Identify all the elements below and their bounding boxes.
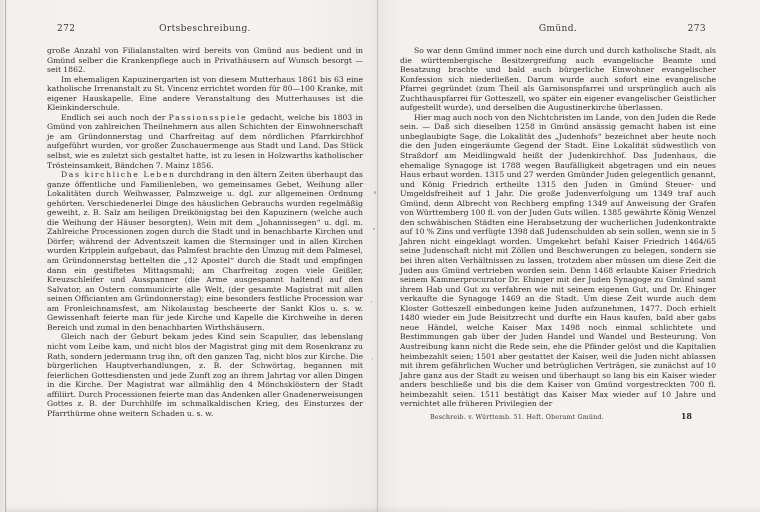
page-number-right: 273 <box>687 24 706 34</box>
spaced-emphasis: Passionsspiele <box>168 112 248 122</box>
running-header-right: Gmünd. <box>538 24 578 34</box>
left-textblock <box>47 24 363 418</box>
running-header-left: Ortsbeschreibung. <box>159 24 251 34</box>
right-page-body <box>400 46 716 409</box>
paragraph <box>47 75 363 113</box>
left-page-body <box>47 46 363 418</box>
scan-speck <box>372 358 373 360</box>
page-number-left: 272 <box>57 24 76 34</box>
scan-speck <box>373 228 375 230</box>
sheet-number: 18 <box>680 410 692 421</box>
right-page <box>378 0 760 512</box>
paragraph <box>400 113 716 409</box>
text-run: So war denn Gmünd immer noch eine durch und durch katholische Stadt, als die württembergische Besitzergreifung auch evangelische Beamte und Besatzung brachte und bald auch bürgerliche Einwohner evangelischer Konfession sich niederließen. Darum wurde auch sofort eine evangelische Pfarrei gegründet (zum Theil als Garnisonspfarrei und ursprünglich auch als Zuchthauspfarrei für Gotteszell, wo später ein eigener evangelischer Geistlicher aufgestellt wurde), und derselben die Augustinerkirche überlassen. <box>400 46 716 113</box>
text-run: gedacht, welche bis 1803 in Gmünd von zahlreichen Theilnehmern aus allen Schichten der Einwohnerschaft je am Gründonnerstag und Charfreitag auf dem nördlichen Pfarrkirchhof aufgeführt wurden, vor großer Zuschauermenge aus Stadt und Land. Das Stück selbst, wie es zuletzt sich gestaltet hatte, ist zu lesen in Holzwarths katholischer Trösteinsamkeit, Bändchen 7. Mainz 1856. <box>47 112 363 170</box>
paragraph <box>47 113 363 170</box>
text-run: große Anzahl von Filialanstalten wird bereits von Gmünd aus bedient und in Gmünd selber die Krankenpflege auch in Privathäusern auf Wunsch besorgt — seit 1862. <box>47 46 363 75</box>
text-run: durchdrang in den ältern Zeiten überhaupt das ganze öffentliche und Familienleben, wo gemeinsames Gebet, Weihung aller Lokalitäten durch Weihwasser, Palmzweige u. dgl. zur allgemeinen Ordnung gehörten. Verschiedenerlei Dinge des häuslichen Gebrauchs wurden regelmäßig geweiht, z. B. Salz am heiligen Dreikönigstag bei den Kapuzinern (welche auch die Weihung der Häuser besorgten), Wein mit dem „Johannissegen“ u. dgl. m. Zahlreiche Processionen zogen durch die Stadt und in benachbarte Kirchen und Dörfer; während der Adventszeit kamen die Sternsinger und in allen Kirchen wurden Kripplein aufgebaut, das Palmfest brachte den Umzug mit dem Palmesel, am Gründonnerstag bettelten die „12 Apostel“ durch die Stadt und empfingen dann ein gestiftetes Mittagsmahl; am Charfreitag zogen viele Geißler, Kreuzschleifer und Ausspanner (die Arme ausgespannt haltend) auf den Salvator, an Ostern communicirte alle Welt, (der gesamte Magistrat mit allen seinen Officianten am Gründonnerstag); eine besonders festliche Procession war am Fronleichnamsfest, am Nikolaustag bescheerte der Sankt Klos u. s. w. Gewissenhaft feierte man für jede Kirche und Kapelle die Kirchweihe in deren Bereich und zumal in den benachbarten Wirthshäusern. <box>47 170 363 332</box>
left-page <box>6 0 378 512</box>
left-running-head <box>47 24 363 37</box>
printer-signature-row <box>400 411 716 421</box>
right-running-head <box>400 24 716 37</box>
scan-speck <box>374 191 376 194</box>
text-run: Gleich nach der Geburt bekam jedes Kind sein Scapulier, das lebenslang nicht vom Leibe kam, und nicht blos der Magistrat ging mit dem Rosenkranz zu Rath, sondern jedermann trug ihn, oft den ganzen Tag, nicht blos zur Kirche. Die bürgerlichen Hauptverhandlungen, z. B. der Schwörtag, begannen mit feierlichen Gottesdiensten und jede Zunft zog an ihrem Jahrtag vor allen Dingen in die Kirche. Der Magistrat war allmählig den 4 Mönchsklöstern der Stadt affiliirt. Durch Processionen feierte man das Andenken aller Gnadenerweisungen Gottes z. B. der Durchhilfe im schmalkaldischen Krieg, des Einsturzes der Pfarrthürme ohne weitern Schaden u. s. w. <box>47 332 363 418</box>
text-run: Im ehemaligen Kapuzinergarten ist von diesem Mutterhaus 1861 bis 63 eine katholische Irrenanstalt zu St. Vincenz errichtet worden für 80—100 Kranke, mit eigener Hauskapelle. Eine andere Veranstaltung des Mutterhauses ist die Kleinkinderschule. <box>47 74 363 113</box>
paragraph <box>47 46 363 75</box>
printer-signature: Beschreib. v. Württemb. 51. Heft. Oberamt Gmünd. <box>430 413 604 421</box>
text-run: Hier mag auch noch von den Nichtchristen im Lande, von den Juden die Rede sein. — Daß sich dieselben 1258 in Gmünd ansässig gemacht haben ist eine unbeglaubigte Sage, die Lokalität des „Judenhofs“ bezeichnet aber heute noch die den Juden eingeräumte Gegend der Stadt. Eine Lokalität südwestlich von Straßdorf am Meidlingwald heißt der Judenkirchhof. Das Judenhaus, die ehemalige Synagoge ist 1788 wegen Baufälligkeit abgetragen und ein neues Haus erbaut worden. 1315 und 27 werden Gmünder Juden gelegentlich genannt, und König Friedrich ertheilte 1315 den Juden in Gmünd Steuer- und Umgeldsfreiheit auf 1 Jahr. Die große Judenverfolgung um 1349 traf auch Gmünd, denn Albrecht von Rechberg empfing 1349 auf Anweisung der Grafen von Württemberg 100 fl. von der Juden Guts willen. 1385 gewährte König Wenzel den schwäbischen Städten eine Herabsetzung der wucherlichen Judenkontrakte auf 10 % Zins und verfügte 1398 daß Judenschulden ab sein sollen, wenn sie in 5 Jahren nicht eingeklagt worden. Umgekehrt befahl Kaiser Friedrich 1464/65 seine Judenschaft nicht mit Zöllen und Beschwerungen zu belegen, sondern sie bei ihren alten Verhältnissen zu lassen, trotzdem aber müssen um diese Zeit die Juden aus Gmünd vertrieben worden sein. Denn 1468 erlaubte Kaiser Friedrich seinem Kammerprocurator Dr. Ehinger mit der Juden Synagoge zu Gmünd samt ihrem Hab und Gut zu verfahren wie mit seinem eigenen Gut, und Dr. Ehinger verkaufte die Synagoge 1469 an die Stadt. Um diese Zeit wurde auch dem Kloster Gotteszell einbedungen keine Juden aufzunehmen, 1477. Doch erhielt 1480 wieder ein Jude Beisitzrecht und durfte ein Haus kaufen, bald aber gabs neue Händel, welche Kaiser Max 1498 noch einmal schlichtete und Bestimmungen gab über der Juden Handel und Wandel und Besteurung. Von Austreibung kann nicht die Rede sein, ehe die Pfänder gelöst und die Kapitalien heimbezahlt seien; 1501 aber gestattet der Kaiser, weil die Juden nicht ablassen mit ihrem gefährlichen Wucher und betrüglichen Verträgen, sie zunächst auf 10 Jahre ganz aus der Stadt zu weisen und überhaupt so lang bis ein Kaiser wieder anders beschließe und bis die dem Kaiser von Gmünd vorgestreckten 700 fl. heimbezahlt seien. 1511 bestätigt das Kaiser Max wieder auf 10 Jahre und vernichtet alle früheren Privilegien der <box>400 112 716 409</box>
paragraph <box>47 170 363 332</box>
paragraph <box>47 332 363 418</box>
spaced-emphasis: Das kirchliche Leben <box>61 170 176 180</box>
right-textblock <box>400 24 716 421</box>
text-run: Endlich sei auch noch der <box>61 112 169 122</box>
scan-speck <box>371 301 372 303</box>
paragraph <box>400 46 716 113</box>
